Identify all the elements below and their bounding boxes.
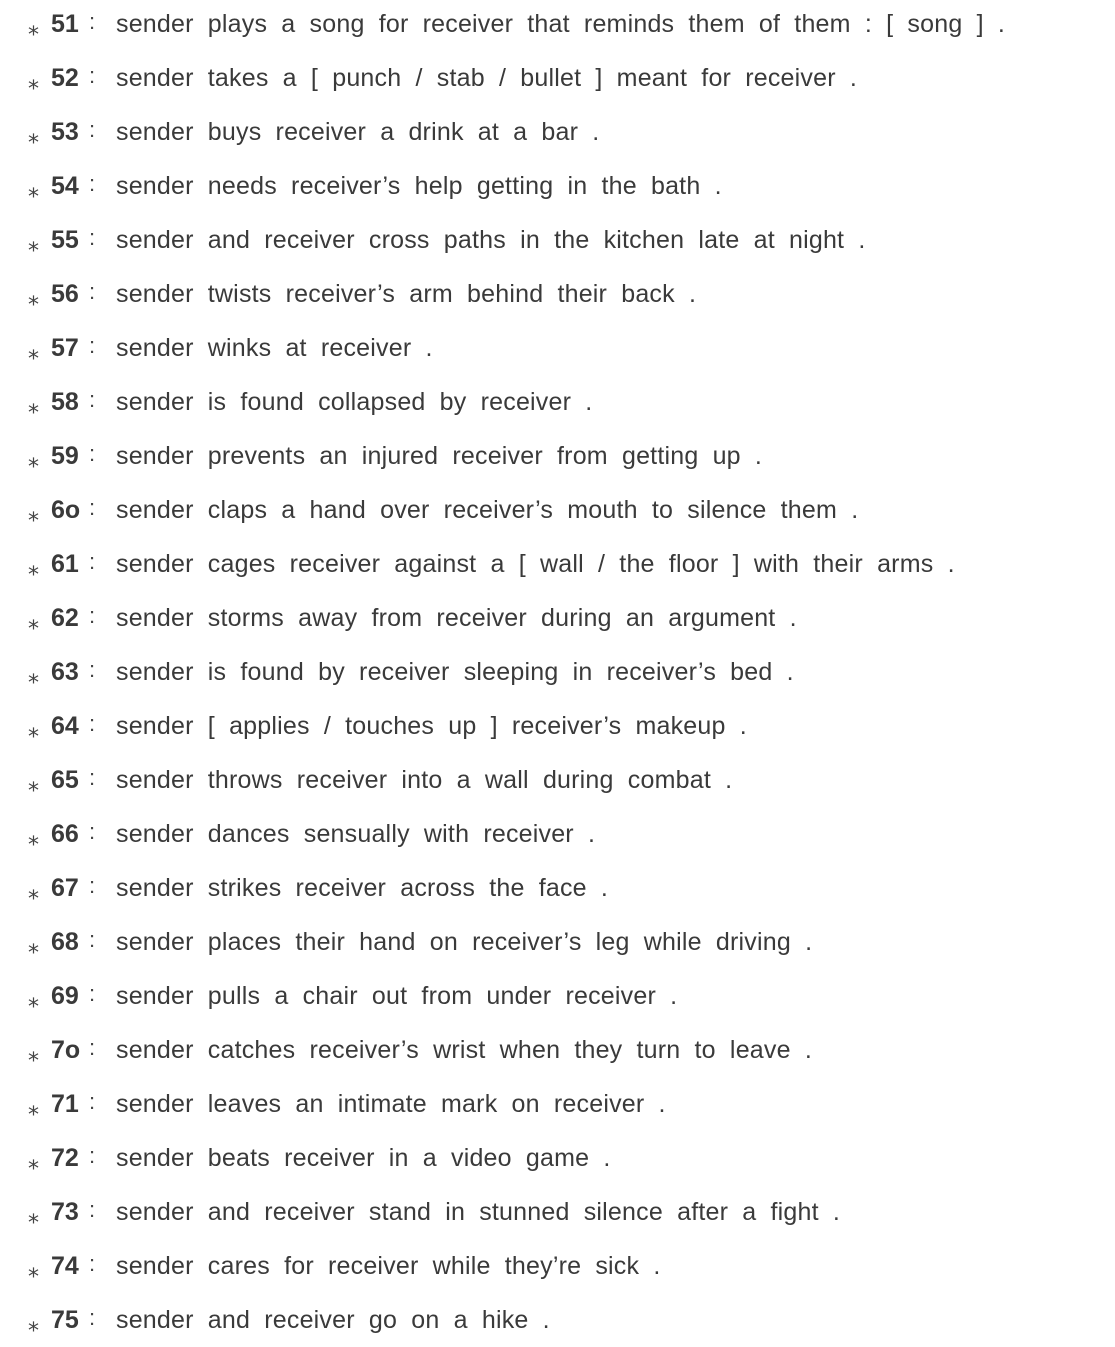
asterisk-bullet-icon: ⁎ bbox=[28, 879, 39, 904]
item-text: sender places their hand on receiver’s leg while driving . bbox=[116, 928, 813, 956]
asterisk-bullet-icon: ⁎ bbox=[28, 393, 39, 418]
list-item bbox=[0, 112, 1115, 152]
asterisk-bullet-icon: ⁎ bbox=[28, 123, 39, 148]
list-item bbox=[0, 868, 1115, 908]
list-item bbox=[0, 706, 1115, 746]
item-text: sender and receiver cross paths in the kitchen late at night . bbox=[116, 226, 866, 254]
asterisk-bullet-icon: ⁎ bbox=[28, 447, 39, 472]
asterisk-bullet-icon: ⁎ bbox=[28, 1041, 39, 1066]
list-item bbox=[0, 1030, 1115, 1070]
item-colon: : bbox=[89, 819, 96, 844]
list-item bbox=[0, 544, 1115, 584]
asterisk-bullet-icon: ⁎ bbox=[28, 933, 39, 958]
item-text: sender plays a song for receiver that reminds them of them : [ song ] . bbox=[116, 10, 1006, 38]
item-text: sender and receiver go on a hike . bbox=[116, 1306, 550, 1334]
asterisk-bullet-icon: ⁎ bbox=[28, 15, 39, 40]
item-number: 54 bbox=[51, 172, 79, 200]
item-text: sender prevents an injured receiver from getting up . bbox=[116, 442, 763, 470]
item-number: 68 bbox=[51, 928, 79, 956]
item-number: 6o bbox=[51, 496, 81, 524]
item-colon: : bbox=[89, 603, 96, 628]
item-colon: : bbox=[89, 1251, 96, 1276]
asterisk-bullet-icon: ⁎ bbox=[28, 555, 39, 580]
item-number: 53 bbox=[51, 118, 79, 146]
list-item bbox=[0, 220, 1115, 260]
asterisk-bullet-icon: ⁎ bbox=[28, 339, 39, 364]
asterisk-bullet-icon: ⁎ bbox=[28, 177, 39, 202]
item-colon: : bbox=[89, 1305, 96, 1330]
item-colon: : bbox=[89, 117, 96, 142]
asterisk-bullet-icon: ⁎ bbox=[28, 1257, 39, 1282]
item-number: 51 bbox=[51, 10, 79, 38]
asterisk-bullet-icon: ⁎ bbox=[28, 231, 39, 256]
item-number: 52 bbox=[51, 64, 79, 92]
item-colon: : bbox=[89, 711, 96, 736]
item-text: sender pulls a chair out from under receiver . bbox=[116, 982, 678, 1010]
asterisk-bullet-icon: ⁎ bbox=[28, 285, 39, 310]
item-number: 56 bbox=[51, 280, 79, 308]
item-number: 71 bbox=[51, 1090, 79, 1118]
item-text: sender is found collapsed by receiver . bbox=[116, 388, 593, 416]
item-colon: : bbox=[89, 387, 96, 412]
asterisk-bullet-icon: ⁎ bbox=[28, 1149, 39, 1174]
list-item bbox=[0, 760, 1115, 800]
asterisk-bullet-icon: ⁎ bbox=[28, 1203, 39, 1228]
list-item bbox=[0, 490, 1115, 530]
item-number: 58 bbox=[51, 388, 79, 416]
item-colon: : bbox=[89, 279, 96, 304]
item-text: sender cages receiver against a [ wall / the floor ] with their arms . bbox=[116, 550, 955, 578]
item-number: 69 bbox=[51, 982, 79, 1010]
asterisk-bullet-icon: ⁎ bbox=[28, 771, 39, 796]
asterisk-bullet-icon: ⁎ bbox=[28, 825, 39, 850]
item-colon: : bbox=[89, 1089, 96, 1114]
item-colon: : bbox=[89, 927, 96, 952]
asterisk-bullet-icon: ⁎ bbox=[28, 1095, 39, 1120]
item-text: sender cares for receiver while they’re sick . bbox=[116, 1252, 661, 1280]
item-number: 64 bbox=[51, 712, 79, 740]
list-item bbox=[0, 1138, 1115, 1178]
item-number: 63 bbox=[51, 658, 79, 686]
item-colon: : bbox=[89, 171, 96, 196]
list-item bbox=[0, 382, 1115, 422]
item-colon: : bbox=[89, 549, 96, 574]
list-item bbox=[0, 328, 1115, 368]
asterisk-bullet-icon: ⁎ bbox=[28, 501, 39, 526]
list-item bbox=[0, 922, 1115, 962]
list-item bbox=[0, 274, 1115, 314]
list-item bbox=[0, 58, 1115, 98]
item-colon: : bbox=[89, 441, 96, 466]
list-item bbox=[0, 976, 1115, 1016]
list-item bbox=[0, 4, 1115, 44]
item-colon: : bbox=[89, 1143, 96, 1168]
item-colon: : bbox=[89, 873, 96, 898]
item-number: 66 bbox=[51, 820, 79, 848]
item-number: 7o bbox=[51, 1036, 81, 1064]
item-number: 59 bbox=[51, 442, 79, 470]
list-item bbox=[0, 1084, 1115, 1124]
item-text: sender claps a hand over receiver’s mouth to silence them . bbox=[116, 496, 859, 524]
item-number: 65 bbox=[51, 766, 79, 794]
list-item bbox=[0, 814, 1115, 854]
list-item bbox=[0, 166, 1115, 206]
item-text: sender strikes receiver across the face . bbox=[116, 874, 609, 902]
list-item bbox=[0, 1300, 1115, 1340]
item-number: 62 bbox=[51, 604, 79, 632]
item-text: sender needs receiver’s help getting in the bath . bbox=[116, 172, 722, 200]
item-colon: : bbox=[89, 333, 96, 358]
asterisk-bullet-icon: ⁎ bbox=[28, 1311, 39, 1336]
item-number: 67 bbox=[51, 874, 79, 902]
item-text: sender throws receiver into a wall during combat . bbox=[116, 766, 733, 794]
asterisk-bullet-icon: ⁎ bbox=[28, 663, 39, 688]
item-number: 74 bbox=[51, 1252, 79, 1280]
list-item bbox=[0, 1192, 1115, 1232]
item-text: sender beats receiver in a video game . bbox=[116, 1144, 611, 1172]
asterisk-bullet-icon: ⁎ bbox=[28, 609, 39, 634]
item-colon: : bbox=[89, 1035, 96, 1060]
item-colon: : bbox=[89, 63, 96, 88]
item-colon: : bbox=[89, 981, 96, 1006]
item-colon: : bbox=[89, 225, 96, 250]
item-number: 57 bbox=[51, 334, 79, 362]
item-colon: : bbox=[89, 765, 96, 790]
item-text: sender is found by receiver sleeping in receiver’s bed . bbox=[116, 658, 794, 686]
item-colon: : bbox=[89, 1197, 96, 1222]
item-number: 72 bbox=[51, 1144, 79, 1172]
list-item bbox=[0, 598, 1115, 638]
list-item bbox=[0, 436, 1115, 476]
item-number: 61 bbox=[51, 550, 79, 578]
item-number: 73 bbox=[51, 1198, 79, 1226]
item-text: sender and receiver stand in stunned silence after a fight . bbox=[116, 1198, 841, 1226]
item-number: 55 bbox=[51, 226, 79, 254]
item-colon: : bbox=[89, 495, 96, 520]
item-text: sender storms away from receiver during an argument . bbox=[116, 604, 797, 632]
list-item bbox=[0, 652, 1115, 692]
item-text: sender takes a [ punch / stab / bullet ] meant for receiver . bbox=[116, 64, 858, 92]
item-text: sender winks at receiver . bbox=[116, 334, 433, 362]
item-number: 75 bbox=[51, 1306, 79, 1334]
item-colon: : bbox=[89, 657, 96, 682]
item-text: sender leaves an intimate mark on receiver . bbox=[116, 1090, 666, 1118]
item-text: sender [ applies / touches up ] receiver’s makeup . bbox=[116, 712, 747, 740]
item-text: sender dances sensually with receiver . bbox=[116, 820, 596, 848]
item-colon: : bbox=[89, 9, 96, 34]
asterisk-bullet-icon: ⁎ bbox=[28, 987, 39, 1012]
asterisk-bullet-icon: ⁎ bbox=[28, 717, 39, 742]
item-text: sender catches receiver’s wrist when they turn to leave . bbox=[116, 1036, 812, 1064]
asterisk-bullet-icon: ⁎ bbox=[28, 69, 39, 94]
item-text: sender twists receiver’s arm behind their back . bbox=[116, 280, 697, 308]
list-item bbox=[0, 1246, 1115, 1286]
item-text: sender buys receiver a drink at a bar . bbox=[116, 118, 600, 146]
